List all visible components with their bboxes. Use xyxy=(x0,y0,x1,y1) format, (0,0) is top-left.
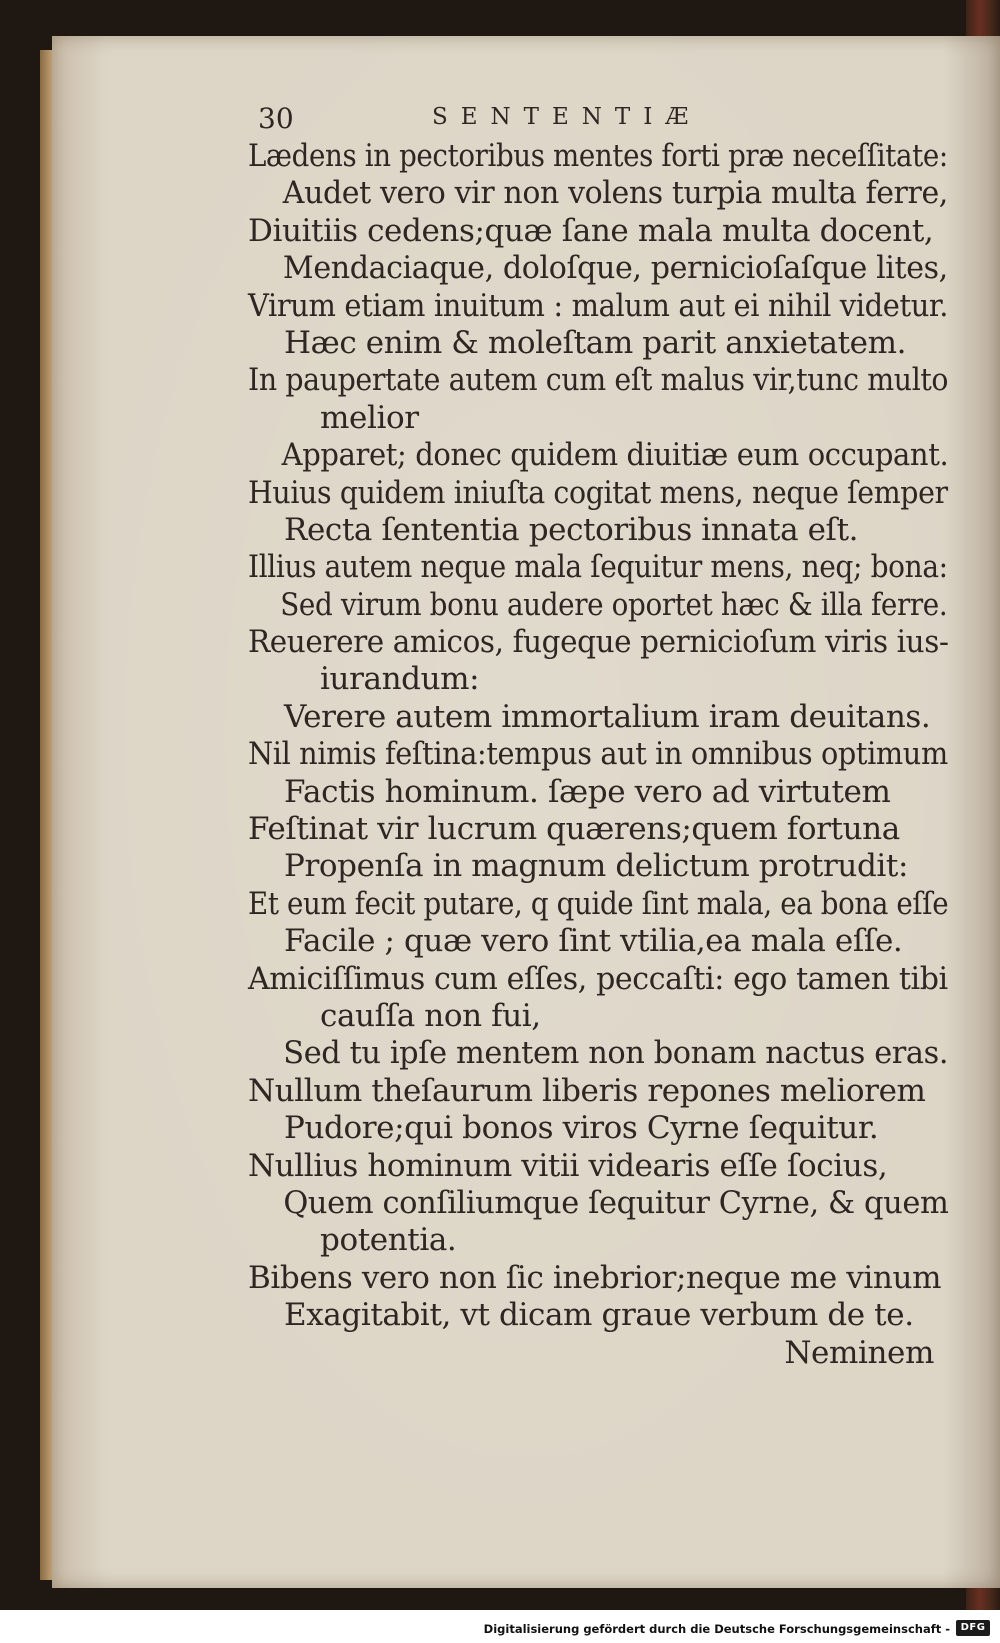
text-line: Apparet; donec quidem diuitiæ eum occupant. xyxy=(281,437,949,474)
text-line: Nil nimis feſtina:tempus aut in omnibus optimum xyxy=(248,736,948,773)
text-line: Audet vero vir non volens turpia multa ferre, xyxy=(282,175,948,212)
text-line: Quem conſiliumque ſequitur Cyrne, & quem xyxy=(283,1184,949,1221)
text-line: Propenſa in magnum delictum protrudit: xyxy=(284,848,909,885)
text-line: potentia. xyxy=(320,1222,457,1259)
text-line: Huius quidem iniuſta cogitat mens, neque ſemper xyxy=(248,474,948,511)
text-line: Exagitabit, vt dicam graue verbum de te. xyxy=(284,1297,914,1334)
text-line: Factis hominum. ſæpe vero ad virtutem xyxy=(284,773,891,810)
text-line: Reuerere amicos, fugeque pernicioſum viris ius- xyxy=(248,624,949,661)
text-line: Nullius hominum vitii videaris eſſe ſocius, xyxy=(248,1147,888,1184)
text-line: Mendaciaque, doloſque, pernicioſaſque lites, xyxy=(282,250,948,287)
funding-credit: Digitalisierung gefördert durch die Deutsche Forschungsgemeinschaft - xyxy=(483,1622,950,1636)
text-line: Sed virum bonu audere oportet hæc & illa ferre. xyxy=(280,586,948,623)
text-line: Lædens in pectoribus mentes forti præ neceſſitate: xyxy=(248,138,948,174)
body-text xyxy=(248,138,948,1372)
text-line: Amiciſſimus cum eſſes, peccaſti: ego tamen tibi xyxy=(248,960,948,997)
text-line: cauſſa non fui, xyxy=(320,997,541,1034)
text-line: Recta ſententia pectoribus innata eſt. xyxy=(284,511,859,548)
text-line: iurandum: xyxy=(320,661,480,698)
text-line: Facile ; quæ vero ſint vtilia,ea mala eſſe. xyxy=(284,923,903,960)
text-line: Bibens vero non ſic inebrior;neque me vinum xyxy=(248,1259,942,1296)
text-line: Et eum fecit putare, q quide ſint mala, ea bona eſſe xyxy=(248,885,949,922)
footer-bar xyxy=(0,1610,1000,1643)
text-line: melior xyxy=(320,399,419,436)
text-line: In paupertate autem cum eſt malus vir,tunc multo xyxy=(248,362,949,399)
dfg-logo-icon: DFG xyxy=(956,1620,990,1636)
page-number: 30 xyxy=(258,102,294,135)
running-head xyxy=(258,100,948,140)
text-line: Illius autem neque mala ſequitur mens, neq; bona: xyxy=(248,549,948,586)
text-line: Diuitiis cedens;quæ ſane mala multa docent, xyxy=(248,212,934,249)
text-line: Feſtinat vir lucrum quærens;quem fortuna xyxy=(248,811,900,848)
text-line: Verere autem immortalium iram deuitans. xyxy=(284,698,931,735)
running-title: SENTENTIÆ xyxy=(432,104,702,130)
text-line: Pudore;qui bonos viros Cyrne ſequitur. xyxy=(284,1110,879,1147)
catchword: Neminem xyxy=(784,1334,934,1371)
text-line: Nullum theſaurum liberis repones meliorem xyxy=(248,1072,926,1109)
text-line: Hæc enim & moleſtam parit anxietatem. xyxy=(284,324,907,361)
text-line: Virum etiam inuitum : malum aut ei nihil videtur. xyxy=(248,287,949,324)
text-line: Sed tu ipſe mentem non bonam nactus eras. xyxy=(283,1035,949,1072)
